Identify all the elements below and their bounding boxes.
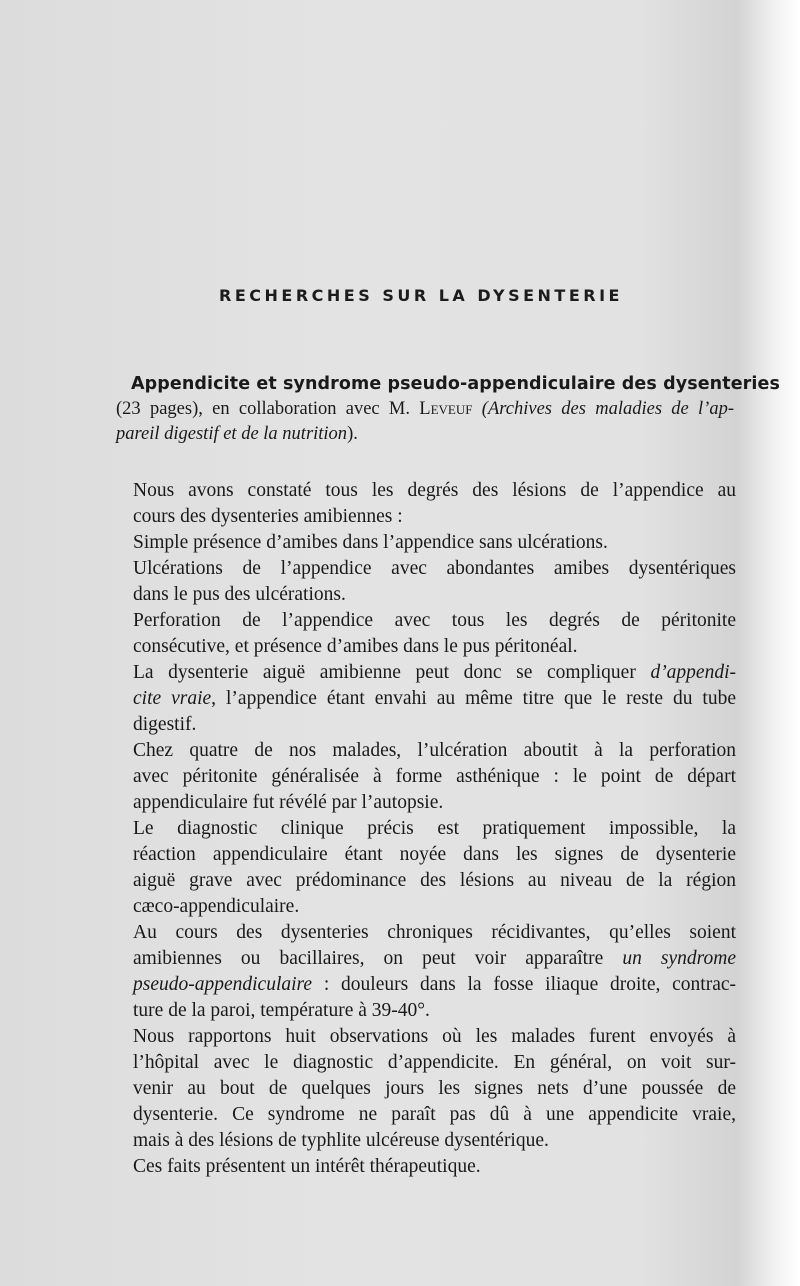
paragraph: Simple présence d’amibes dans l’appendice sans ulcérations. — [133, 532, 608, 553]
paragraph: Perforation de l’appendice avec tous les degrés de péritonite consécutive, et présence d’amibes dans le pus péritonéal. — [133, 610, 736, 657]
paragraph: Ulcérations de l’appendice avec abondantes amibes dysentériques dans le pus des ulcérations. — [133, 558, 736, 605]
paragraph: Le diagnostic clinique précis est pratiquement impossible, la réaction appendiculaire étant noyée dans les signes de dysenterie aiguë grave avec prédominance des lésions au niveau de la région cæco-appendiculaire. — [133, 818, 736, 917]
section-title: RECHERCHES SUR LA DYSENTERIE — [219, 286, 623, 305]
paragraph: La dysenterie aiguë amibienne peut donc se compliquer d’appendi- cite vraie, l’appendice étant envahi au même titre que le reste du tube digestif. — [133, 662, 736, 735]
bibliographic-entry — [116, 372, 780, 447]
entry-title: Appendicite et syndrome pseudo-appendiculaire des dysenteries — [131, 374, 780, 394]
body-text — [116, 478, 736, 1180]
paragraph: Ces faits présentent un intérêt thérapeutique. — [133, 1156, 481, 1177]
entry-journal: pareil digestif et de la nutrition). — [116, 424, 358, 444]
paragraph: Nous rapportons huit observations où les malades furent envoyés à l’hôpital avec le diagnostic d’appendicite. En général, on voit sur- venir au bout de quelques jours les signes nets d’une poussée de dysenterie. Ce syndrome ne paraît pas dû à une appendicite vraie, mais à des lésions de typhlite ulcéreuse dysentérique. — [133, 1026, 736, 1151]
paragraph: Au cours des dysenteries chroniques récidivantes, qu’elles soient amibiennes ou bacillaires, on peut voir apparaître un syndrome pseudo-appendiculaire : douleurs dans la fosse iliaque droite, contrac- ture de la paroi, température à 39-40°. — [133, 922, 736, 1021]
entry-author: Leveuf — [419, 399, 473, 419]
paragraph: Nous avons constaté tous les degrés des lésions de l’appendice au cours des dysenteries amibiennes : — [133, 480, 736, 527]
entry-details: (23 pages), en collaboration avec M. Leveuf (Archives des maladies de l’ap- — [116, 399, 735, 419]
paragraph: Chez quatre de nos malades, l’ulcération aboutit à la perforation avec péritonite généralisée à forme asthénique : le point de départ appendiculaire fut révélé par l’autopsie. — [133, 740, 736, 813]
